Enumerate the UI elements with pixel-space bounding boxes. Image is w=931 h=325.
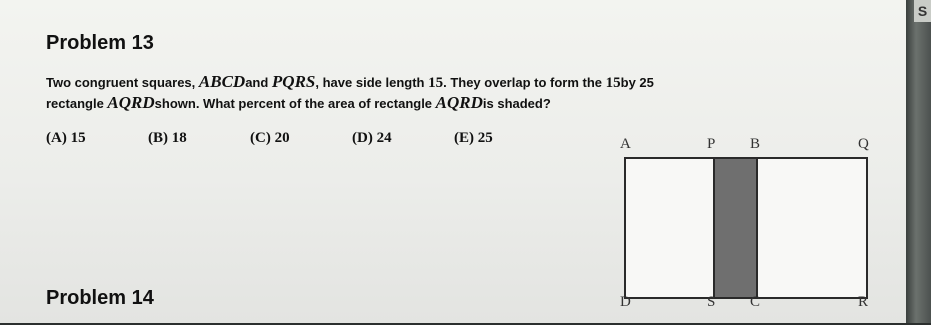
question-line-1 [46,72,866,93]
rectangle-aqrd: AQRD [435,93,483,112]
side-length: 15 [428,75,444,91]
square-abcd: ABCD [198,72,246,91]
label-q: Q [858,136,869,152]
label-b: B [750,136,761,152]
label-s: S [707,294,716,310]
question-text: rectangle [46,96,108,111]
choice-a[interactable]: (A) 15 [46,130,86,146]
question-text: and [245,75,272,90]
problem-14-title: Problem 14 [46,287,154,309]
rectangle-aqrd: AQRD [107,93,155,112]
question-line-2 [46,93,866,113]
question-text: by 25 [620,75,654,90]
shaded-overlap-region [714,158,757,298]
question-text: Two congruent squares, [46,75,199,90]
edge-tab: S [914,0,931,22]
label-a: A [620,136,631,152]
problem-13-question [46,72,866,113]
label-d: D [620,294,631,310]
adjacent-page-edge [906,0,931,323]
question-text: shown. What percent of the area of rectangle [154,96,436,111]
problem-13-title: Problem 13 [46,32,154,54]
question-text: is shaded? [482,96,551,111]
overlap-squares-figure [600,130,880,320]
figure-svg [600,130,880,320]
question-text: , have side length [315,75,429,90]
label-r: R [858,294,869,310]
rect-dimension: 15 [605,75,621,91]
question-text: . They overlap to form the [443,75,606,90]
choice-e[interactable]: (E) 25 [454,130,493,146]
label-p: P [707,136,716,152]
choice-c[interactable]: (C) 20 [250,130,290,146]
choice-b[interactable]: (B) 18 [148,130,187,146]
square-pqrs: PQRS [271,72,316,91]
label-c: C [750,294,761,310]
choice-d[interactable]: (D) 24 [352,130,392,146]
